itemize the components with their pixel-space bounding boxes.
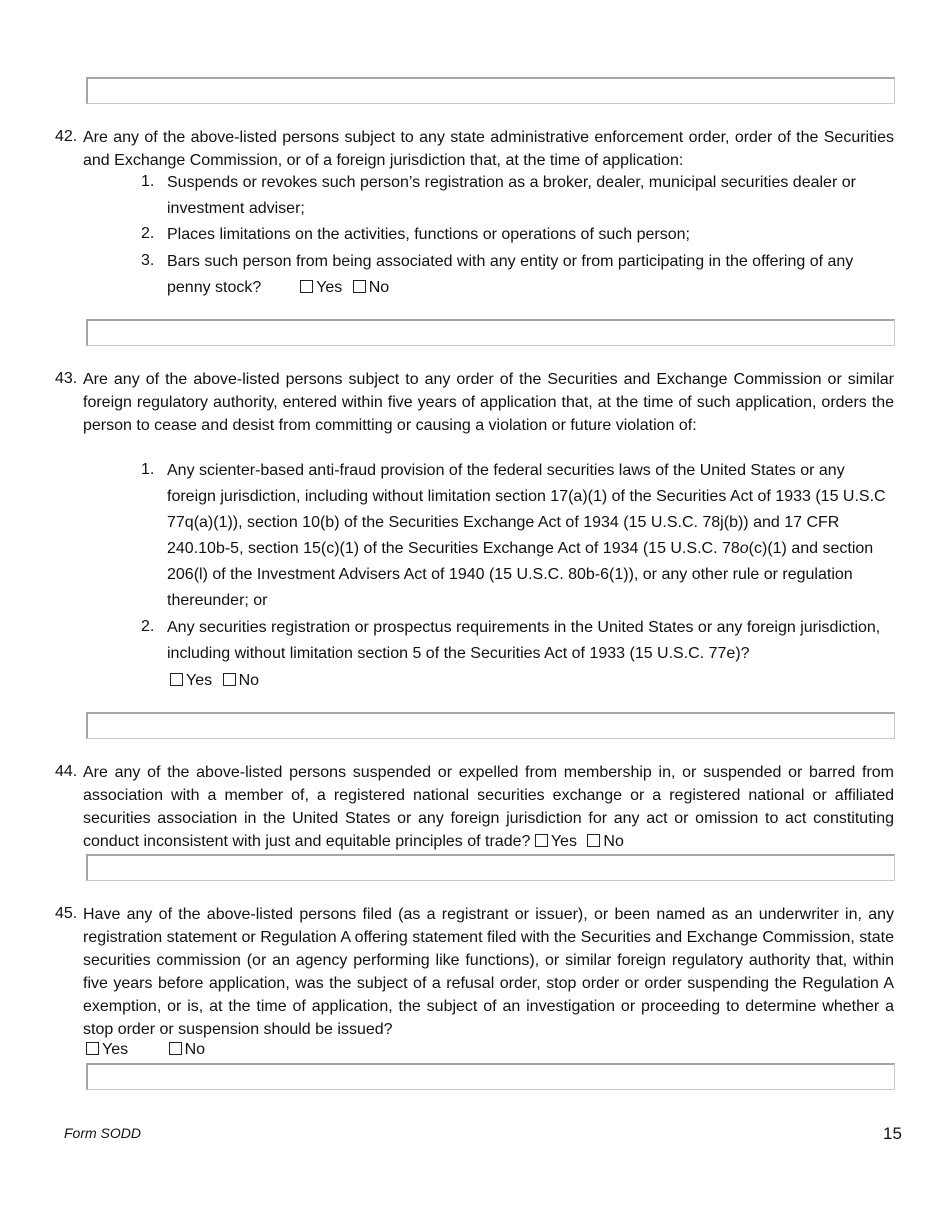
checkbox-icon[interactable] [353,280,366,293]
q42-yes-option[interactable] [300,275,342,301]
form-name: Form SODD [64,1125,141,1141]
question-43-text: Are any of the above-listed persons subject to any order of the Securities and Exchange Commission or similar foreign regulatory authority, entered within five years of application that, at the time of such application, orders the person to cease and desist from committing or causing a violation or future violation of: [83,371,894,434]
q42-item-1-number: 1. [141,173,155,190]
question-45-text: Have any of the above-listed persons filed (as a registrant or issuer), or been named as an underwriter in, any registration statement or Regulation A offering statement filed with the Securities and Exchange Commission, state securities commission (or an agency performing like functions), or similar foreign regulatory authority that, within five years before application, was the subject of a refusal order, stop order or order suspending the Regulation A exemption, or is, at the time of application, the subject of an investigation or proceeding to determine whether a stop order or suspension should be issued? [83,906,894,1038]
q43-item-1-text-a: Any scienter-based anti-fraud provision of the federal securities laws of the United States or any foreign jurisdiction, including without limitation section 17(a)(1) of the Securities Act of 1933 (15 U.S.C 77q(a)(1)), section 10(b) of the Securities Exchange Act of 1934 (15 U.S.C. 78j(b)) and 17 CFR 240.10b-5, section 15(c)(1) of the Securities Exchange Act of 1934 (15 U.S.C. 78 [167,462,886,557]
q45-yes-option[interactable] [86,1039,128,1061]
q43-item-1-text [167,458,897,614]
answer-box-41[interactable] [86,77,895,104]
q42-item-2-number: 2. [141,225,155,242]
answer-box-45[interactable] [86,1063,895,1090]
question-42-number: 42. [55,128,78,145]
checkbox-icon[interactable] [587,834,600,847]
answer-box-42[interactable] [86,319,895,346]
question-44-number: 44. [55,763,78,780]
q42-no-label: No [368,279,390,296]
q44-no-label: No [603,833,624,850]
question-45-number: 45. [55,905,78,922]
q43-item-1-text-b: (c)(1) and section 206(l) of the Investment Advisers Act of 1940 (15 U.S.C. 80b-6(1)), or any other rule or regulation thereunder; or [167,540,874,609]
checkbox-icon[interactable] [223,673,236,686]
q43-no-option[interactable] [223,670,259,692]
question-43-number: 43. [55,370,78,387]
q42-item-3 [167,249,897,301]
q42-yes-label: Yes [316,279,343,296]
q43-item-1-number: 1. [141,461,155,478]
q42-no-option[interactable] [353,275,389,301]
question-44-text-wrap [83,761,894,853]
answer-box-43[interactable] [86,712,895,739]
q42-item-3-number: 3. [141,252,155,269]
checkbox-icon[interactable] [170,673,183,686]
q43-no-label: No [238,672,260,689]
q44-yes-option[interactable] [535,830,577,853]
question-42-text: Are any of the above-listed persons subject to any state administrative enforcement order, order of the Securities and Exchange Commission, or of a foreign jurisdiction that, at the time of application: [83,129,894,169]
q42-item-3-text: Bars such person from being associated with any entity or from participating in the offering of any penny stock? [167,253,854,296]
q43-options [170,670,259,692]
q45-no-option[interactable] [169,1039,205,1061]
q43-item-1-italic: o [739,540,749,557]
checkbox-icon[interactable] [300,280,313,293]
q45-yes-label: Yes [102,1041,129,1058]
q42-item-2-text: Places limitations on the activities, functions or operations of such person; [167,226,690,243]
q44-no-option[interactable] [587,830,623,853]
q43-yes-label: Yes [186,672,213,689]
answer-box-44[interactable] [86,854,895,881]
checkbox-icon[interactable] [535,834,548,847]
q43-item-2-number: 2. [141,618,155,635]
checkbox-icon[interactable] [169,1042,182,1055]
q44-yes-label: Yes [550,833,577,850]
page-number: 15 [883,1124,902,1143]
q42-item-1-text: Suspends or revokes such person’s registration as a broker, dealer, municipal securities dealer or investment adviser; [167,174,856,217]
q43-yes-option[interactable] [170,670,212,692]
question-44-text: Are any of the above-listed persons suspended or expelled from membership in, or suspended or barred from association with a member of, a registered national securities exchange or a registered national or affiliated securities association in the United States or any foreign jurisdiction for any act or omission to act constituting conduct inconsistent with just and equitable principles of trade? [83,764,894,850]
q43-item-2-text: Any securities registration or prospectus requirements in the United States or any foreign jurisdiction, including without limitation section 5 of the Securities Act of 1933 (15 U.S.C. 77e)? [167,619,881,662]
checkbox-icon[interactable] [86,1042,99,1055]
q45-options [86,1039,205,1061]
q45-no-label: No [184,1041,206,1058]
